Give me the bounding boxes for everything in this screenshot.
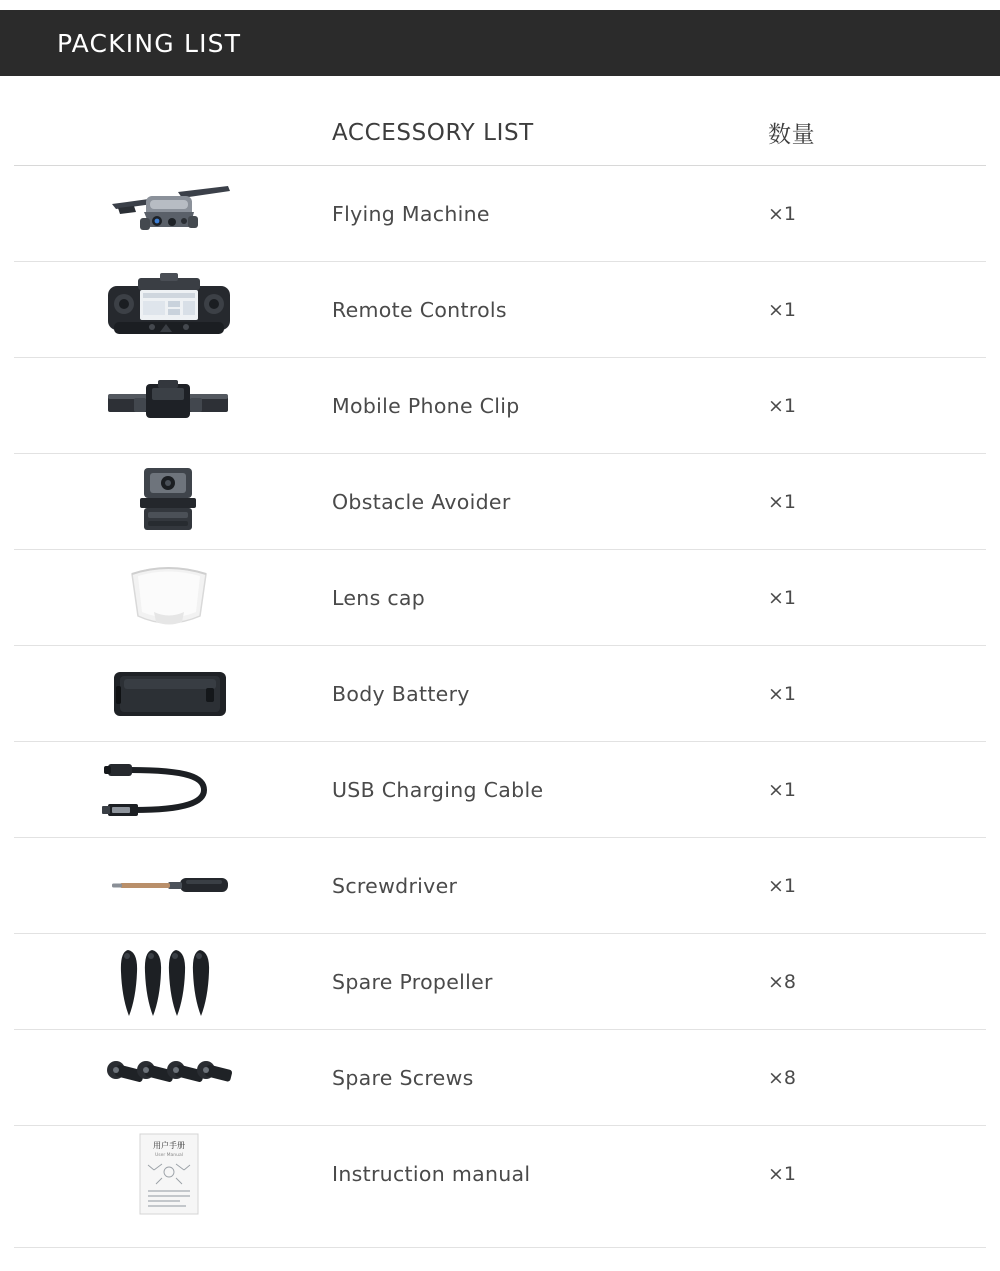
manual-icon (94, 1132, 244, 1216)
row-accessory-name: USB Charging Cable (332, 777, 544, 802)
obstacle-avoider-icon (94, 460, 244, 544)
row-quantity: ×1 (768, 682, 797, 705)
row-image-cell (14, 262, 324, 357)
row-quantity: ×8 (768, 1066, 797, 1089)
footer-divider (14, 1247, 986, 1248)
row-image-cell (14, 358, 324, 453)
table-header-row (14, 100, 986, 166)
propeller-icon (94, 940, 244, 1024)
battery-icon (94, 652, 244, 736)
row-quantity: ×1 (768, 394, 797, 417)
row-quantity: ×1 (768, 586, 797, 609)
table-row (14, 262, 986, 358)
row-image-cell (14, 646, 324, 741)
column-header-accessory-list: ACCESSORY LIST (332, 119, 534, 146)
row-image-cell (14, 166, 324, 261)
table-row (14, 742, 986, 838)
row-quantity: ×1 (768, 490, 797, 513)
row-image-cell (14, 742, 324, 837)
page-title: PACKING LIST (57, 28, 242, 58)
row-image-cell (14, 454, 324, 549)
manual-cover-subtitle: User Manual (154, 1152, 184, 1158)
row-accessory-name: Mobile Phone Clip (332, 393, 520, 418)
row-accessory-name: Lens cap (332, 585, 426, 610)
row-accessory-name: Body Battery (332, 681, 470, 706)
row-quantity: ×1 (768, 778, 797, 801)
drone-icon (94, 172, 244, 256)
row-quantity: ×1 (768, 298, 797, 321)
row-accessory-name: Spare Screws (332, 1065, 474, 1090)
row-image-cell (14, 1030, 324, 1125)
table-row (14, 1030, 986, 1126)
table-row (14, 838, 986, 934)
row-image-cell (14, 550, 324, 645)
row-accessory-name: Instruction manual (332, 1161, 531, 1186)
remote-controller-icon (94, 268, 244, 352)
table-row (14, 454, 986, 550)
packing-list-table (0, 100, 1000, 1221)
manual-cover-title: 用户手册 (153, 1140, 185, 1150)
screws-icon (94, 1036, 244, 1120)
packing-list-header (0, 10, 1000, 76)
screwdriver-icon (94, 844, 244, 928)
row-accessory-name: Obstacle Avoider (332, 489, 511, 514)
lens-cap-icon (94, 556, 244, 640)
row-accessory-name: Remote Controls (332, 297, 507, 322)
table-row (14, 934, 986, 1030)
phone-clip-icon (94, 364, 244, 448)
row-quantity: ×1 (768, 1162, 797, 1185)
table-row (14, 1126, 986, 1221)
row-quantity: ×1 (768, 874, 797, 897)
row-accessory-name: Screwdriver (332, 873, 458, 898)
row-image-cell (14, 934, 324, 1029)
column-header-quantity: 数量 (768, 122, 816, 148)
table-row (14, 166, 986, 262)
row-accessory-name: Flying Machine (332, 201, 490, 226)
table-row (14, 646, 986, 742)
row-image-cell (14, 838, 324, 933)
row-accessory-name: Spare Propeller (332, 969, 493, 994)
row-image-cell (14, 1126, 324, 1221)
row-quantity: ×8 (768, 970, 797, 993)
row-quantity: ×1 (768, 202, 797, 225)
usb-cable-icon (94, 748, 244, 832)
table-row (14, 358, 986, 454)
table-row (14, 550, 986, 646)
